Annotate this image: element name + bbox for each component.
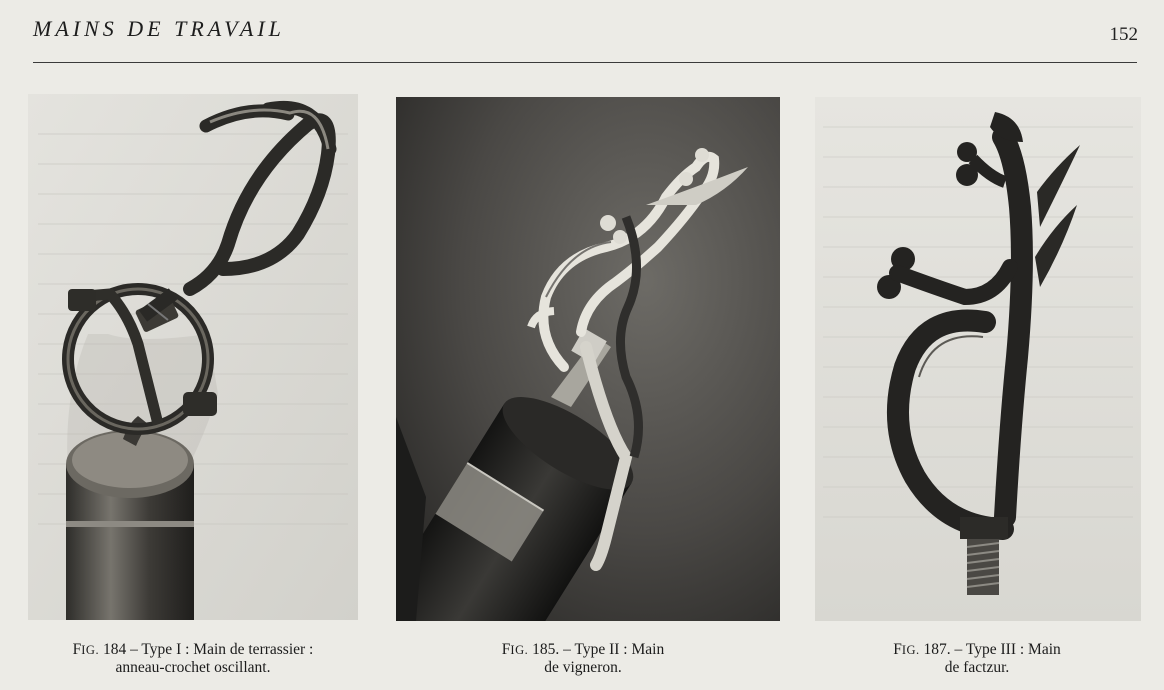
figure-185-caption	[398, 641, 768, 677]
caption-text: – Type II : Main	[559, 641, 665, 658]
figure-187-caption	[812, 641, 1142, 677]
fig-number: 185.	[532, 641, 560, 658]
caption-line-2: anneau-crochet oscillant.	[115, 659, 271, 676]
caption-line-1	[812, 641, 1142, 659]
fig-small-caps: IG.	[81, 643, 100, 657]
fig-number: 184	[102, 641, 127, 658]
fig-prefix: F	[72, 641, 82, 658]
page-number: 152	[1109, 24, 1138, 45]
fig-small-caps: IG.	[901, 643, 920, 657]
caption-line-2: de factzur.	[944, 659, 1010, 676]
fig-number: 187.	[923, 641, 951, 658]
caption-text: – Type I : Main de terrassier :	[126, 641, 314, 658]
fig-prefix: F	[893, 641, 902, 658]
figure-184-photo	[28, 94, 358, 620]
running-title: MAINS DE TRAVAIL	[33, 16, 285, 41]
figure-184-caption	[18, 641, 368, 677]
factor-hand-tool-icon	[815, 97, 1141, 621]
caption-text: – Type III : Main	[950, 641, 1061, 658]
hook-ring-tool-icon	[28, 94, 358, 620]
caption-line-1	[398, 641, 768, 659]
caption-line-1	[18, 641, 368, 659]
fig-small-caps: IG.	[510, 643, 529, 657]
header-rule	[33, 62, 1137, 63]
fig-prefix: F	[501, 641, 511, 658]
pruning-hand-tool-icon	[396, 97, 780, 621]
caption-line-2: de vigneron.	[544, 659, 622, 676]
figure-185-photo	[396, 97, 780, 621]
figure-187-photo	[815, 97, 1141, 621]
